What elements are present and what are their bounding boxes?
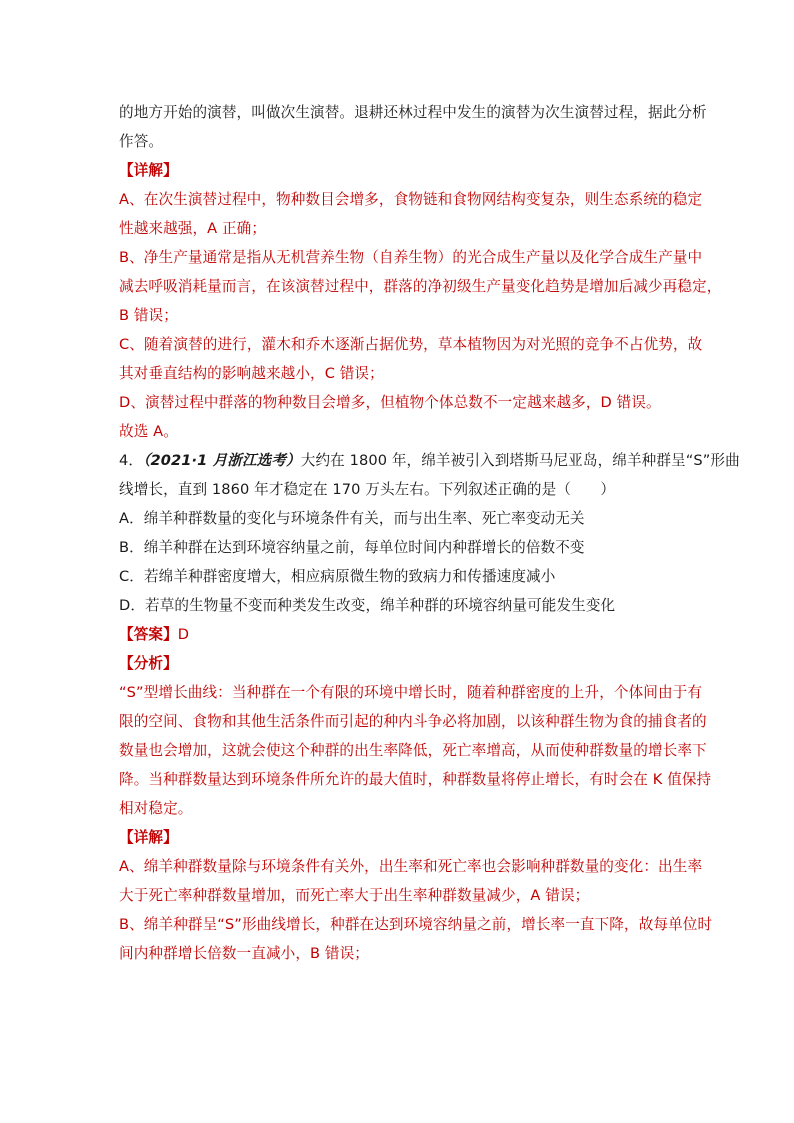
detail-option-b: B、绵羊种群呈“S”形曲线增长，种群在达到环境容纳量之前，增长率一直下降，故每单位时 bbox=[119, 916, 713, 933]
analysis-text: 数量也会增加，这就会使这个种群的出生率降低，死亡率增高，从而使种群数量的增长率下 bbox=[119, 742, 707, 759]
analysis-heading: 【分析】 bbox=[119, 655, 178, 672]
analysis-text: 限的空间、食物和其他生活条件而引起的种内斗争必将加剧，以该种群生物为食的捕食者的 bbox=[119, 713, 707, 730]
document-page bbox=[119, 98, 740, 968]
detail-option-b: 间内种群增长倍数一直减小，B 错误； bbox=[119, 945, 369, 962]
text-line: 作答。 bbox=[119, 133, 164, 150]
conclusion: 故选 A。 bbox=[119, 423, 178, 440]
question-stem bbox=[119, 446, 740, 475]
detail-heading: 【详解】 bbox=[119, 829, 178, 846]
text-line: 的地方开始的演替，叫做次生演替。退耕还林过程中发生的演替为次生演替过程，据此分析 bbox=[119, 104, 707, 121]
detail-option-c: C、随着演替的进行，灌木和乔木逐渐占据优势，草本植物因为对光照的竞争不占优势，故 bbox=[119, 336, 703, 353]
detail-option-b: B、净生产量通常是指从无机营养生物（自养生物）的光合成生产量以及化学合成生产量中 bbox=[119, 249, 703, 266]
detail-option-b: 减去呼吸消耗量而言，在该演替过程中，群落的净初级生产量变化趋势是增加后减少再稳定， bbox=[119, 278, 722, 295]
detail-option-c: 其对垂直结构的影响越来越小，C 错误； bbox=[119, 365, 384, 382]
analysis-text: 降。当种群数量达到环境条件所允许的最大值时，种群数量将停止增长，有时会在 K 值保持 bbox=[119, 771, 712, 788]
answer-label: 【答案】 bbox=[119, 626, 178, 643]
analysis-text: 相对稳定。 bbox=[119, 800, 193, 817]
option-b: B．绵羊种群在达到环境容纳量之前，每单位时间内种群增长的倍数不变 bbox=[119, 539, 585, 556]
question-stem: 线增长，直到 1860 年才稳定在 170 万头左右。下列叙述正确的是（ ） bbox=[119, 481, 616, 498]
detail-option-a: 性越来越强，A 正确； bbox=[119, 220, 267, 237]
answer bbox=[119, 620, 675, 649]
question-number: 4． bbox=[119, 452, 144, 469]
analysis-text: “S”型增长曲线：当种群在一个有限的环境中增长时，随着种群密度的上升，个体间由于有 bbox=[119, 684, 703, 701]
answer-value: D bbox=[177, 626, 190, 643]
option-a: A．绵羊种群数量的变化与环境条件有关，而与出生率、死亡率变动无关 bbox=[119, 510, 585, 527]
detail-option-b: B 错误； bbox=[119, 307, 178, 324]
question-source: （2021·1 月浙江选考） bbox=[143, 452, 301, 469]
detail-option-a: 大于死亡率种群数量增加，而死亡率大于出生率种群数量减少，A 错误； bbox=[119, 887, 590, 904]
detail-option-a: A、绵羊种群数量除与环境条件有关外，出生率和死亡率也会影响种群数量的变化：出生率 bbox=[119, 858, 703, 875]
detail-option-a: A、在次生演替过程中，物种数目会增多，食物链和食物网结构变复杂，则生态系统的稳定 bbox=[119, 191, 703, 208]
detail-option-d: D、演替过程中群落的物种数目会增多，但植物个体总数不一定越来越多，D 错误。 bbox=[119, 394, 661, 411]
option-c: C．若绵羊种群密度增大，相应病原微生物的致病力和传播速度减小 bbox=[119, 568, 556, 585]
question-stem-text: 大约在 1800 年，绵羊被引入到塔斯马尼亚岛，绵羊种群呈“S”形曲 bbox=[300, 452, 740, 469]
detail-heading: 【详解】 bbox=[119, 162, 178, 179]
option-d: D．若草的生物量不变而种类发生改变，绵羊种群的环境容纳量可能发生变化 bbox=[119, 597, 616, 614]
